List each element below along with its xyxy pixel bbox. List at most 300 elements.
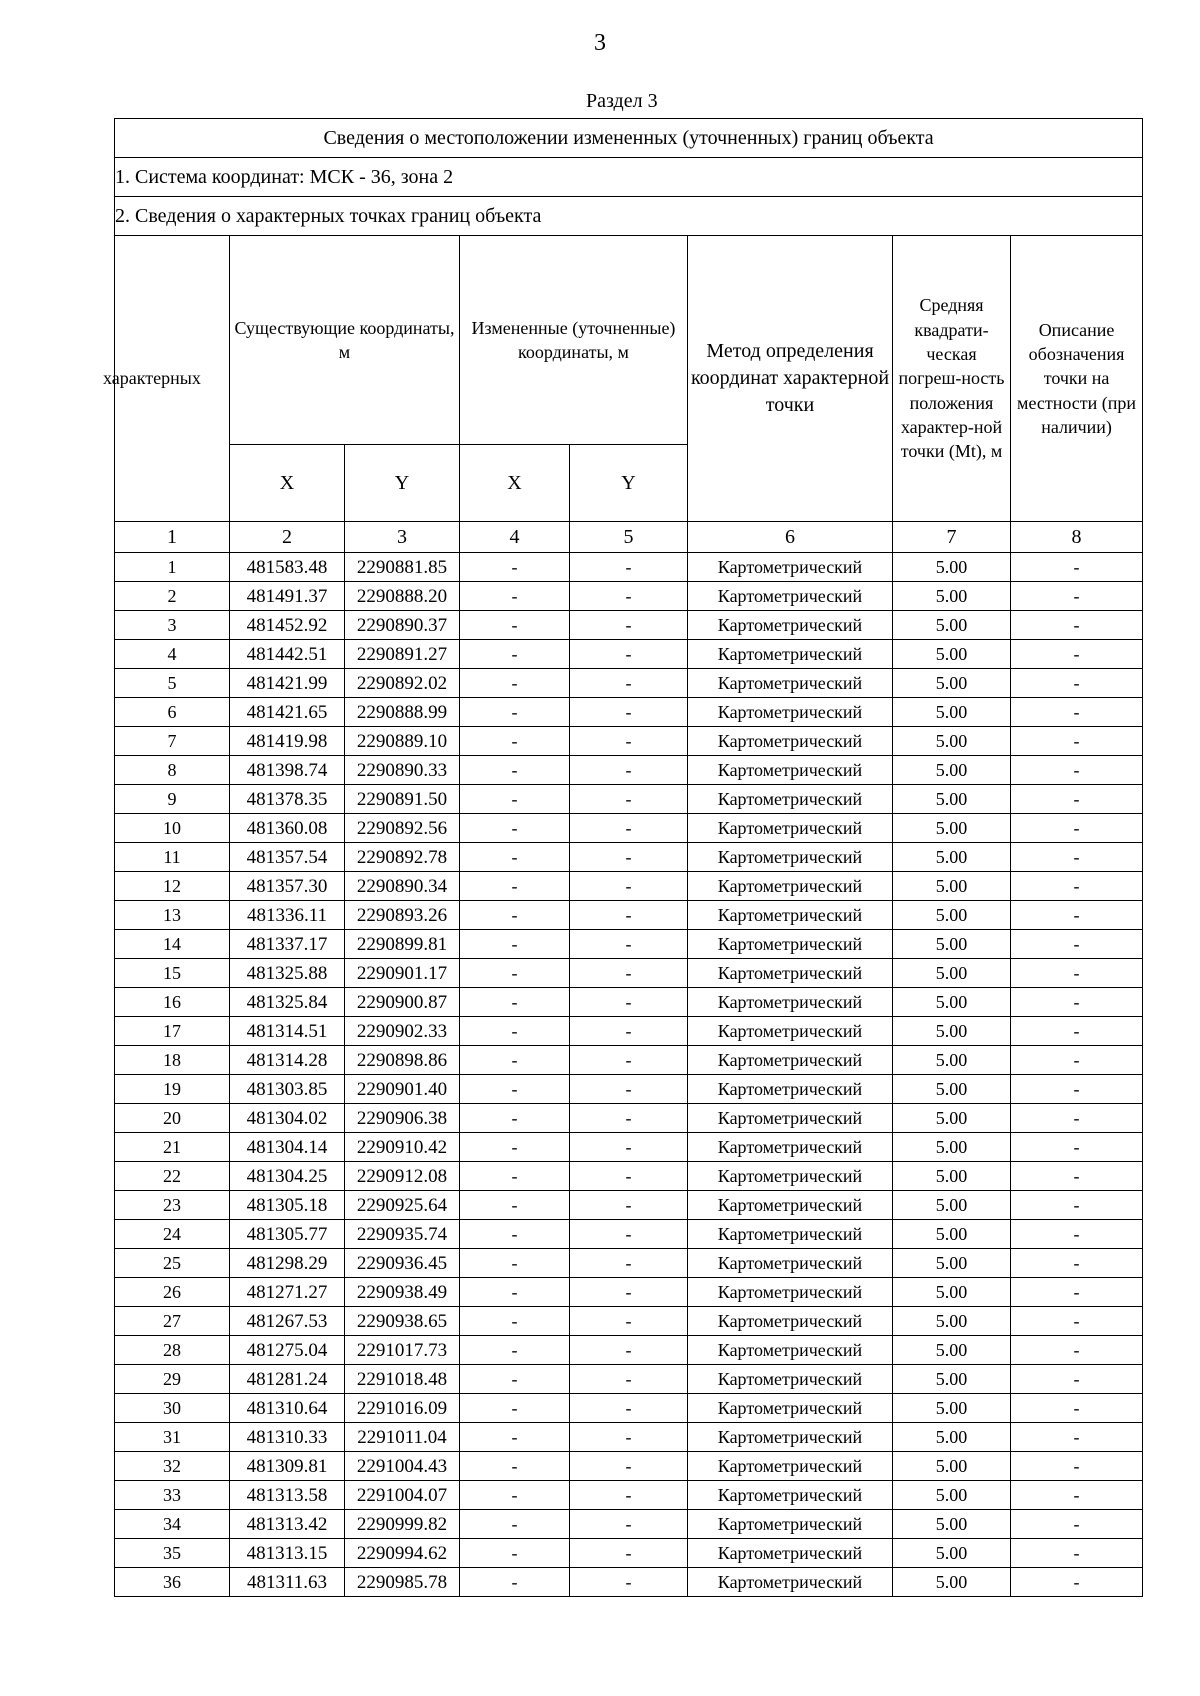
table-row: [115, 988, 1143, 1017]
error-cell: 5.00: [893, 1510, 1011, 1539]
header-existing-coords: Существующие координаты, м: [230, 236, 460, 445]
description-cell: -: [1011, 1307, 1143, 1336]
method-cell: Картометрический: [688, 1104, 893, 1133]
table-row: [115, 1046, 1143, 1075]
changed-y-cell: -: [570, 785, 688, 814]
changed-x-cell: -: [460, 1423, 570, 1452]
description-cell: -: [1011, 1191, 1143, 1220]
error-cell: 5.00: [893, 1365, 1011, 1394]
existing-y-cell: 2290888.99: [345, 698, 460, 727]
point-number-cell: 28: [115, 1336, 230, 1365]
changed-x-cell: -: [460, 1133, 570, 1162]
changed-x-cell: -: [460, 582, 570, 611]
existing-x-cell: 481378.35: [230, 785, 345, 814]
method-cell: Картометрический: [688, 1017, 893, 1046]
error-cell: 5.00: [893, 727, 1011, 756]
changed-x-cell: -: [460, 669, 570, 698]
error-cell: 5.00: [893, 1249, 1011, 1278]
table-row: [115, 1162, 1143, 1191]
changed-y-cell: -: [570, 814, 688, 843]
method-cell: Картометрический: [688, 1075, 893, 1104]
changed-x-cell: -: [460, 698, 570, 727]
changed-y-cell: -: [570, 1220, 688, 1249]
existing-y-cell: 2290889.10: [345, 727, 460, 756]
existing-x-cell: 481421.99: [230, 669, 345, 698]
point-number-cell: 6: [115, 698, 230, 727]
point-number-cell: 15: [115, 959, 230, 988]
point-number-cell: 35: [115, 1539, 230, 1568]
existing-x-cell: 481275.04: [230, 1336, 345, 1365]
table-row: [115, 1510, 1143, 1539]
existing-x-cell: 481421.65: [230, 698, 345, 727]
error-cell: 5.00: [893, 1104, 1011, 1133]
point-number-cell: 3: [115, 611, 230, 640]
point-number-cell: 16: [115, 988, 230, 1017]
error-cell: 5.00: [893, 1046, 1011, 1075]
changed-y-cell: -: [570, 843, 688, 872]
header-existing-x: X: [230, 445, 345, 522]
changed-x-cell: -: [460, 1075, 570, 1104]
table-row: [115, 756, 1143, 785]
existing-y-cell: 2290901.17: [345, 959, 460, 988]
description-cell: -: [1011, 1452, 1143, 1481]
error-cell: 5.00: [893, 1336, 1011, 1365]
existing-y-cell: 2290890.37: [345, 611, 460, 640]
description-cell: -: [1011, 640, 1143, 669]
header-changed-x: X: [460, 445, 570, 522]
existing-x-cell: 481304.02: [230, 1104, 345, 1133]
method-cell: Картометрический: [688, 1365, 893, 1394]
point-number-cell: 4: [115, 640, 230, 669]
column-number-row: [115, 522, 1143, 553]
changed-y-cell: -: [570, 1249, 688, 1278]
table-row: [115, 872, 1143, 901]
error-cell: 5.00: [893, 582, 1011, 611]
description-cell: -: [1011, 756, 1143, 785]
existing-x-cell: 481398.74: [230, 756, 345, 785]
changed-y-cell: -: [570, 698, 688, 727]
existing-x-cell: 481357.30: [230, 872, 345, 901]
point-number-cell: 31: [115, 1423, 230, 1452]
column-number: 2: [230, 522, 345, 553]
method-cell: Картометрический: [688, 930, 893, 959]
table-row: [115, 843, 1143, 872]
changed-y-cell: -: [570, 669, 688, 698]
method-cell: Картометрический: [688, 669, 893, 698]
existing-x-cell: 481304.25: [230, 1162, 345, 1191]
existing-y-cell: 2290902.33: [345, 1017, 460, 1046]
existing-y-cell: 2290906.38: [345, 1104, 460, 1133]
existing-y-cell: 2290892.02: [345, 669, 460, 698]
method-cell: Картометрический: [688, 814, 893, 843]
changed-x-cell: -: [460, 1336, 570, 1365]
changed-x-cell: -: [460, 988, 570, 1017]
error-cell: 5.00: [893, 1191, 1011, 1220]
existing-y-cell: 2291004.43: [345, 1452, 460, 1481]
point-number-cell: 25: [115, 1249, 230, 1278]
method-cell: Картометрический: [688, 756, 893, 785]
error-cell: 5.00: [893, 1278, 1011, 1307]
changed-x-cell: -: [460, 901, 570, 930]
description-cell: -: [1011, 1249, 1143, 1278]
existing-y-cell: 2290936.45: [345, 1249, 460, 1278]
table-row: [115, 1539, 1143, 1568]
changed-x-cell: -: [460, 1104, 570, 1133]
description-cell: -: [1011, 872, 1143, 901]
error-cell: 5.00: [893, 1539, 1011, 1568]
table-row: [115, 1075, 1143, 1104]
error-cell: 5.00: [893, 988, 1011, 1017]
table-row: [115, 901, 1143, 930]
method-cell: Картометрический: [688, 1423, 893, 1452]
existing-x-cell: 481314.51: [230, 1017, 345, 1046]
changed-y-cell: -: [570, 1365, 688, 1394]
header-method: Метод определения координат характерной точки: [688, 236, 893, 522]
error-cell: 5.00: [893, 611, 1011, 640]
error-cell: 5.00: [893, 1394, 1011, 1423]
existing-x-cell: 481442.51: [230, 640, 345, 669]
changed-y-cell: -: [570, 1104, 688, 1133]
table-row: [115, 1452, 1143, 1481]
existing-y-cell: 2290938.65: [345, 1307, 460, 1336]
point-number-cell: 36: [115, 1568, 230, 1597]
changed-x-cell: -: [460, 1191, 570, 1220]
existing-y-cell: 2290890.34: [345, 872, 460, 901]
changed-y-cell: -: [570, 872, 688, 901]
point-number-cell: 24: [115, 1220, 230, 1249]
table-row: [115, 669, 1143, 698]
point-number-cell: 22: [115, 1162, 230, 1191]
method-cell: Картометрический: [688, 553, 893, 582]
changed-y-cell: -: [570, 582, 688, 611]
column-number: 5: [570, 522, 688, 553]
header-changed-y: Y: [570, 445, 688, 522]
description-cell: -: [1011, 1046, 1143, 1075]
existing-y-cell: 2291017.73: [345, 1336, 460, 1365]
existing-y-cell: 2290893.26: [345, 901, 460, 930]
changed-x-cell: -: [460, 1278, 570, 1307]
changed-y-cell: -: [570, 1046, 688, 1075]
changed-x-cell: -: [460, 1568, 570, 1597]
table-row: [115, 1278, 1143, 1307]
description-cell: -: [1011, 553, 1143, 582]
description-cell: -: [1011, 988, 1143, 1017]
description-cell: -: [1011, 1220, 1143, 1249]
point-number-cell: 10: [115, 814, 230, 843]
changed-x-cell: -: [460, 959, 570, 988]
existing-y-cell: 2291011.04: [345, 1423, 460, 1452]
table-row: [115, 1220, 1143, 1249]
coordinate-system: 1. Система координат: МСК - 36, зона 2: [115, 158, 1143, 197]
point-number-cell: 26: [115, 1278, 230, 1307]
point-number-cell: 20: [115, 1104, 230, 1133]
table-row: [115, 698, 1143, 727]
description-cell: -: [1011, 1133, 1143, 1162]
changed-x-cell: -: [460, 872, 570, 901]
description-cell: -: [1011, 1365, 1143, 1394]
existing-y-cell: 2290890.33: [345, 756, 460, 785]
changed-x-cell: -: [460, 1046, 570, 1075]
point-number-cell: 5: [115, 669, 230, 698]
changed-x-cell: -: [460, 1539, 570, 1568]
existing-y-cell: 2290899.81: [345, 930, 460, 959]
point-number-cell: 7: [115, 727, 230, 756]
error-cell: 5.00: [893, 1423, 1011, 1452]
existing-x-cell: 481337.17: [230, 930, 345, 959]
existing-x-cell: 481305.18: [230, 1191, 345, 1220]
point-number-cell: 11: [115, 843, 230, 872]
changed-x-cell: -: [460, 1452, 570, 1481]
description-cell: -: [1011, 1568, 1143, 1597]
changed-x-cell: -: [460, 1307, 570, 1336]
point-number-cell: 8: [115, 756, 230, 785]
changed-y-cell: -: [570, 1481, 688, 1510]
header-error: Средняя квадрати-ческая погреш-ность положения характер-ной точки (Mt), м: [893, 236, 1011, 522]
header-point-name: характерных: [115, 236, 230, 522]
point-number-cell: 1: [115, 553, 230, 582]
error-cell: 5.00: [893, 698, 1011, 727]
changed-x-cell: -: [460, 1162, 570, 1191]
method-cell: Картометрический: [688, 1249, 893, 1278]
changed-y-cell: -: [570, 756, 688, 785]
point-number-cell: 23: [115, 1191, 230, 1220]
existing-x-cell: 481310.33: [230, 1423, 345, 1452]
method-cell: Картометрический: [688, 1278, 893, 1307]
error-cell: 5.00: [893, 814, 1011, 843]
table-row: [115, 1191, 1143, 1220]
point-number-cell: 14: [115, 930, 230, 959]
changed-y-cell: -: [570, 1510, 688, 1539]
existing-x-cell: 481313.15: [230, 1539, 345, 1568]
table-row: [115, 1307, 1143, 1336]
existing-x-cell: 481304.14: [230, 1133, 345, 1162]
table-row: [115, 930, 1143, 959]
description-cell: -: [1011, 1481, 1143, 1510]
changed-y-cell: -: [570, 988, 688, 1017]
existing-y-cell: 2290891.50: [345, 785, 460, 814]
changed-x-cell: -: [460, 640, 570, 669]
method-cell: Картометрический: [688, 872, 893, 901]
header-existing-y: Y: [345, 445, 460, 522]
table-row: [115, 814, 1143, 843]
existing-x-cell: 481325.84: [230, 988, 345, 1017]
point-number-cell: 30: [115, 1394, 230, 1423]
existing-y-cell: 2290910.42: [345, 1133, 460, 1162]
existing-x-cell: 481281.24: [230, 1365, 345, 1394]
method-cell: Картометрический: [688, 843, 893, 872]
description-cell: -: [1011, 930, 1143, 959]
description-cell: -: [1011, 698, 1143, 727]
existing-x-cell: 481419.98: [230, 727, 345, 756]
description-cell: -: [1011, 727, 1143, 756]
method-cell: Картометрический: [688, 1510, 893, 1539]
changed-y-cell: -: [570, 1278, 688, 1307]
table-row: [115, 1249, 1143, 1278]
changed-y-cell: -: [570, 1017, 688, 1046]
column-number: 6: [688, 522, 893, 553]
error-cell: 5.00: [893, 1452, 1011, 1481]
existing-y-cell: 2290898.86: [345, 1046, 460, 1075]
changed-y-cell: -: [570, 1423, 688, 1452]
existing-x-cell: 481309.81: [230, 1452, 345, 1481]
error-cell: 5.00: [893, 1075, 1011, 1104]
point-number-cell: 13: [115, 901, 230, 930]
column-number: 3: [345, 522, 460, 553]
changed-x-cell: -: [460, 1481, 570, 1510]
existing-y-cell: 2290888.20: [345, 582, 460, 611]
existing-x-cell: 481305.77: [230, 1220, 345, 1249]
table-row: [115, 611, 1143, 640]
changed-y-cell: -: [570, 930, 688, 959]
existing-x-cell: 481314.28: [230, 1046, 345, 1075]
table-row: [115, 1423, 1143, 1452]
existing-y-cell: 2291018.48: [345, 1365, 460, 1394]
changed-x-cell: -: [460, 1510, 570, 1539]
existing-y-cell: 2290900.87: [345, 988, 460, 1017]
existing-y-cell: 2291004.07: [345, 1481, 460, 1510]
point-number-cell: 12: [115, 872, 230, 901]
method-cell: Картометрический: [688, 611, 893, 640]
column-number: 8: [1011, 522, 1143, 553]
existing-x-cell: 481313.58: [230, 1481, 345, 1510]
changed-y-cell: -: [570, 1394, 688, 1423]
changed-x-cell: -: [460, 727, 570, 756]
existing-y-cell: 2290892.56: [345, 814, 460, 843]
column-number: 1: [115, 522, 230, 553]
header-description: Описание обозначения точки на местности (при наличии): [1011, 236, 1143, 522]
method-cell: Картометрический: [688, 1162, 893, 1191]
changed-x-cell: -: [460, 814, 570, 843]
method-cell: Картометрический: [688, 1452, 893, 1481]
table-row: [115, 1133, 1143, 1162]
changed-y-cell: -: [570, 640, 688, 669]
method-cell: Картометрический: [688, 1481, 893, 1510]
changed-y-cell: -: [570, 727, 688, 756]
changed-y-cell: -: [570, 901, 688, 930]
changed-x-cell: -: [460, 1220, 570, 1249]
table-row: [115, 959, 1143, 988]
changed-x-cell: -: [460, 930, 570, 959]
error-cell: 5.00: [893, 640, 1011, 669]
changed-y-cell: -: [570, 553, 688, 582]
existing-y-cell: 2290892.78: [345, 843, 460, 872]
changed-y-cell: -: [570, 1075, 688, 1104]
table-row: [115, 1365, 1143, 1394]
existing-x-cell: 481310.64: [230, 1394, 345, 1423]
method-cell: Картометрический: [688, 1307, 893, 1336]
description-cell: -: [1011, 814, 1143, 843]
description-cell: -: [1011, 1104, 1143, 1133]
existing-x-cell: 481298.29: [230, 1249, 345, 1278]
error-cell: 5.00: [893, 785, 1011, 814]
table-row: [115, 785, 1143, 814]
section-title: Раздел 3: [586, 90, 658, 112]
table-row: [115, 1017, 1143, 1046]
changed-x-cell: -: [460, 785, 570, 814]
table-body: [115, 553, 1143, 1597]
existing-x-cell: 481311.63: [230, 1568, 345, 1597]
column-number: 7: [893, 522, 1011, 553]
error-cell: 5.00: [893, 901, 1011, 930]
changed-x-cell: -: [460, 1394, 570, 1423]
description-cell: -: [1011, 1336, 1143, 1365]
point-number-cell: 18: [115, 1046, 230, 1075]
error-cell: 5.00: [893, 1481, 1011, 1510]
description-cell: -: [1011, 1539, 1143, 1568]
description-cell: -: [1011, 1017, 1143, 1046]
existing-y-cell: 2290938.49: [345, 1278, 460, 1307]
changed-y-cell: -: [570, 1568, 688, 1597]
existing-y-cell: 2290912.08: [345, 1162, 460, 1191]
table-row: [115, 640, 1143, 669]
description-cell: -: [1011, 843, 1143, 872]
method-cell: Картометрический: [688, 785, 893, 814]
existing-y-cell: 2290999.82: [345, 1510, 460, 1539]
description-cell: -: [1011, 785, 1143, 814]
existing-x-cell: 481360.08: [230, 814, 345, 843]
table-title: Сведения о местоположении измененных (уточненных) границ объекта: [115, 119, 1143, 158]
method-cell: Картометрический: [688, 582, 893, 611]
point-number-cell: 33: [115, 1481, 230, 1510]
method-cell: Картометрический: [688, 1568, 893, 1597]
changed-y-cell: -: [570, 959, 688, 988]
existing-x-cell: 481336.11: [230, 901, 345, 930]
description-cell: -: [1011, 1075, 1143, 1104]
point-number-cell: 9: [115, 785, 230, 814]
changed-y-cell: -: [570, 1336, 688, 1365]
column-number: 4: [460, 522, 570, 553]
method-cell: Картометрический: [688, 1220, 893, 1249]
error-cell: 5.00: [893, 553, 1011, 582]
changed-x-cell: -: [460, 1017, 570, 1046]
existing-y-cell: 2290891.27: [345, 640, 460, 669]
error-cell: 5.00: [893, 1568, 1011, 1597]
point-number-cell: 19: [115, 1075, 230, 1104]
description-cell: -: [1011, 1510, 1143, 1539]
existing-y-cell: 2291016.09: [345, 1394, 460, 1423]
existing-y-cell: 2290994.62: [345, 1539, 460, 1568]
method-cell: Картометрический: [688, 1046, 893, 1075]
existing-y-cell: 2290935.74: [345, 1220, 460, 1249]
point-number-cell: 17: [115, 1017, 230, 1046]
error-cell: 5.00: [893, 756, 1011, 785]
table-row: [115, 1394, 1143, 1423]
method-cell: Картометрический: [688, 1394, 893, 1423]
points-title: 2. Сведения о характерных точках границ объекта: [115, 197, 1143, 236]
table-row: [115, 553, 1143, 582]
point-number-cell: 2: [115, 582, 230, 611]
existing-x-cell: 481357.54: [230, 843, 345, 872]
changed-y-cell: -: [570, 1452, 688, 1481]
point-number-cell: 29: [115, 1365, 230, 1394]
description-cell: -: [1011, 611, 1143, 640]
existing-x-cell: 481303.85: [230, 1075, 345, 1104]
method-cell: Картометрический: [688, 988, 893, 1017]
table-row: [115, 1568, 1143, 1597]
changed-y-cell: -: [570, 1307, 688, 1336]
method-cell: Картометрический: [688, 1191, 893, 1220]
method-cell: Картометрический: [688, 698, 893, 727]
existing-x-cell: 481271.27: [230, 1278, 345, 1307]
error-cell: 5.00: [893, 1307, 1011, 1336]
existing-y-cell: 2290881.85: [345, 553, 460, 582]
description-cell: -: [1011, 669, 1143, 698]
method-cell: Картометрический: [688, 1539, 893, 1568]
existing-x-cell: 481491.37: [230, 582, 345, 611]
changed-x-cell: -: [460, 611, 570, 640]
boundary-points-table: [103, 118, 1143, 1597]
method-cell: Картометрический: [688, 901, 893, 930]
